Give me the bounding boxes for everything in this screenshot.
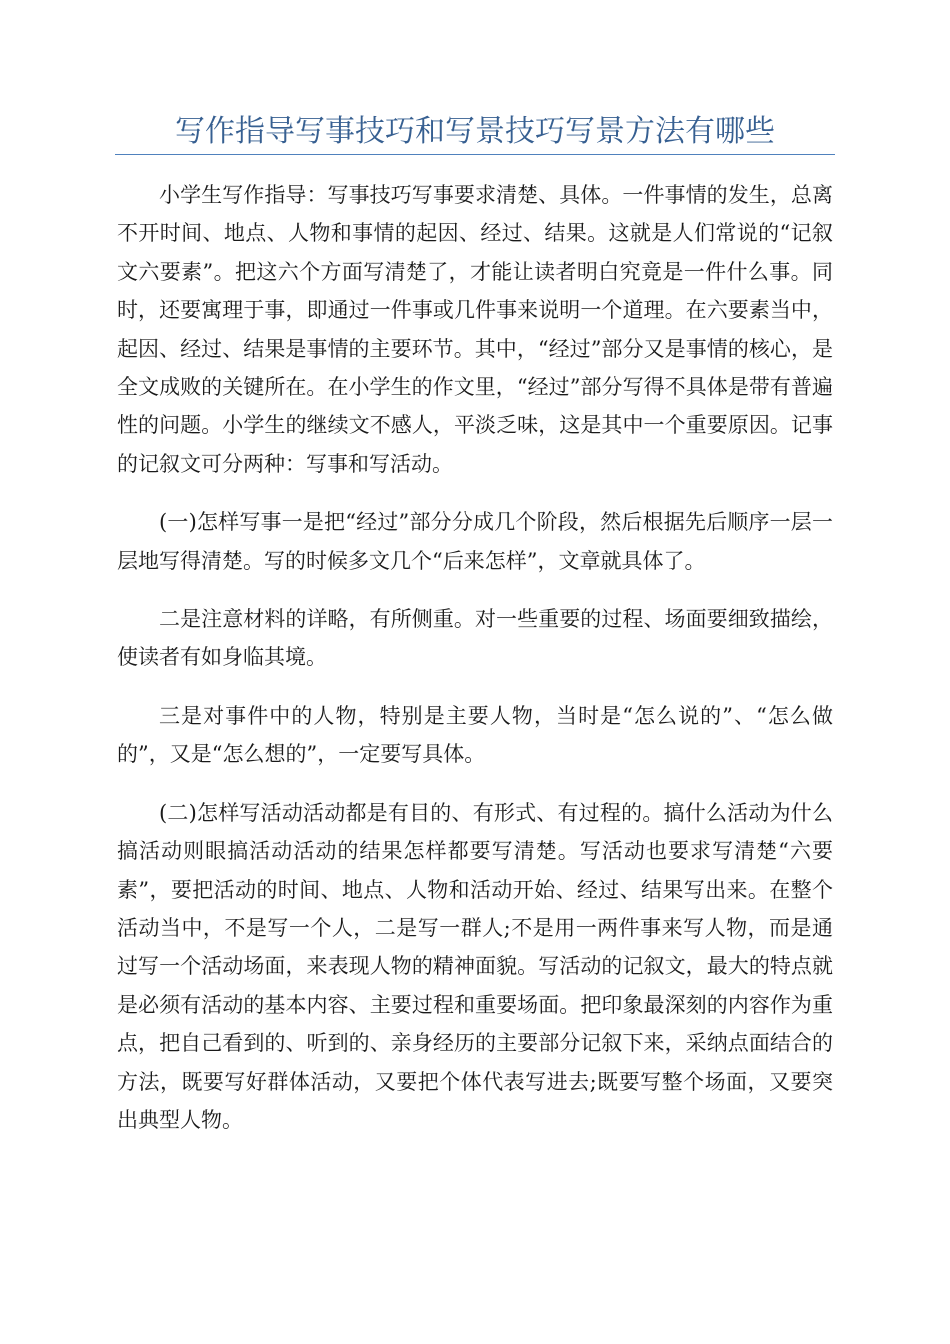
paragraph-how-to-write-events: (一)怎样写事一是把“经过”部分分成几个阶段，然后根据先后顺序一层一层地写得清楚。写的时候多文几个“后来怎样”，文章就具体了。 bbox=[117, 510, 833, 573]
paragraph-detail-emphasis: 二是注意材料的详略，有所侧重。对一些重要的过程、场面要细致描绘，使读者有如身临其境。 bbox=[117, 607, 833, 670]
paragraph-how-to-write-activities: (二)怎样写活动活动都是有目的、有形式、有过程的。搞什么活动为什么搞活动则眼搞活动活动的结果怎样都要写清楚。写活动也要求写清楚“六要素”，要把活动的时间、地点、人物和活动开始、经过、结果写出来。在整个活动当中，不是写一个人，二是写一群人;不是用一两件事来写人物，而是通过写一个活动场面，来表现人物的精神面貌。写活动的记叙文，最大的特点就是必须有活动的基本内容、主要过程和重要场面。把印象最深刻的内容作为重点，把自己看到的、听到的、亲身经历的主要部分记叙下来，采纳点面结合的方法，既要写好群体活动，又要把个体代表写进去;既要写整个场面，又要突出典型人物。 bbox=[117, 800, 833, 1132]
paragraph-characters: 三是对事件中的人物，特别是主要人物，当时是“怎么说的”、“怎么做的”，又是“怎么想的”，一定要写具体。 bbox=[117, 703, 833, 767]
title-underline bbox=[115, 154, 835, 155]
document-body bbox=[117, 176, 833, 1159]
document-title: 写作指导写事技巧和写景技巧写景方法有哪些 bbox=[175, 114, 775, 149]
paragraph-intro: 小学生写作指导：写事技巧写事要求清楚、具体。一件事情的发生，总离不开时间、地点、人物和事情的起因、经过、结果。这就是人们常说的“记叙文六要素”。把这六个方面写清楚了，才能让读者明白究竟是一件什么事。同时，还要寓理于事，即通过一件事或几件事来说明一个道理。在六要素当中，起因、经过、结果是事情的主要环节。其中，“经过”部分又是事情的核心，是全文成败的关键所在。在小学生的作文里，“经过”部分写得不具体是带有普遍性的问题。小学生的继续文不感人，平淡乏味，这是其中一个重要原因。记事的记叙文可分两种：写事和写活动。 bbox=[117, 183, 833, 476]
